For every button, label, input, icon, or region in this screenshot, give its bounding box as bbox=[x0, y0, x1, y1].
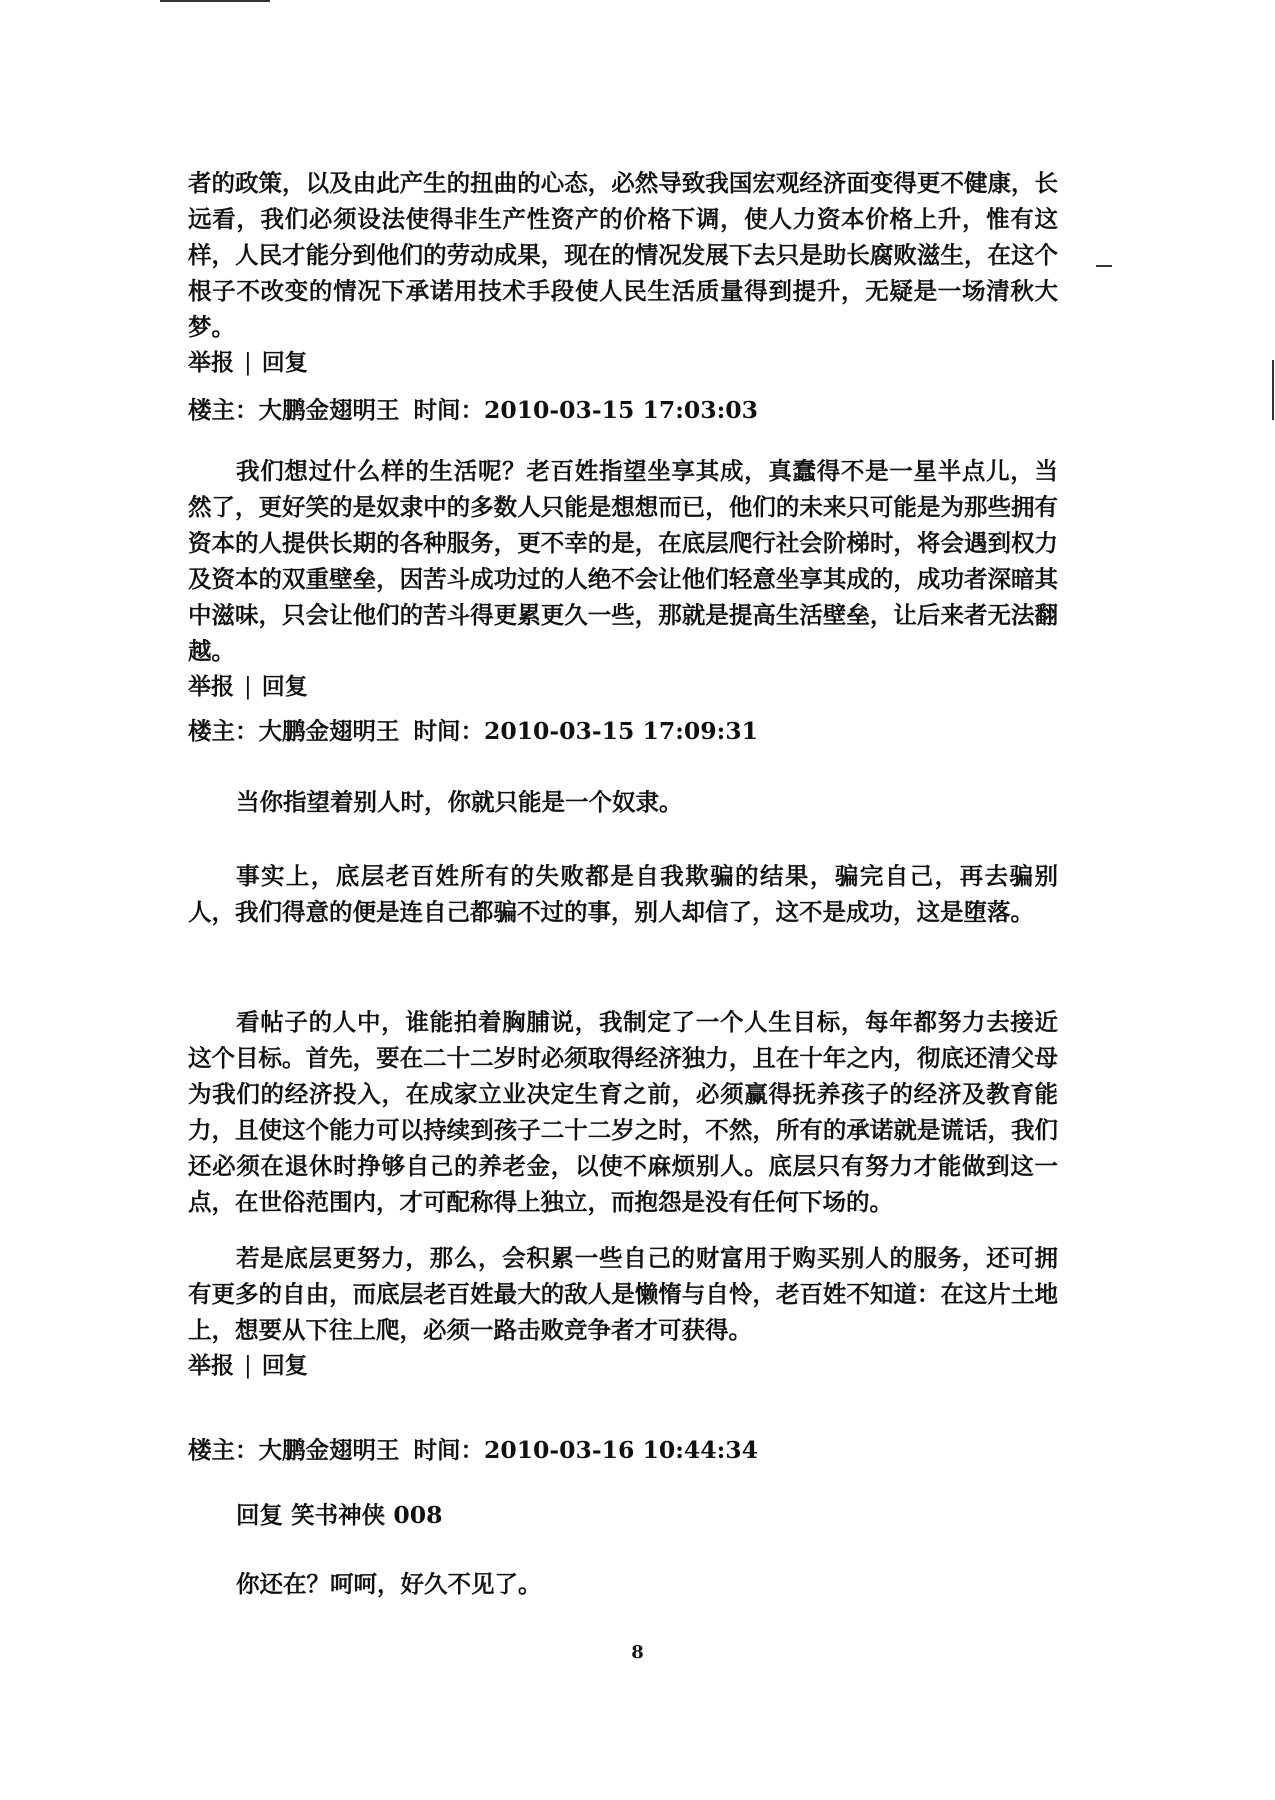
scan-mark-right bbox=[1096, 265, 1112, 267]
report-link[interactable]: 举报 bbox=[188, 673, 234, 700]
post-paragraph: 者的政策，以及由此产生的扭曲的心态，必然导致我国宏观经济面变得更不健康，长远看，我们必须设法使得非生产性资产的价格下调，使人力资本价格上升，惟有这样，人民才能分到他们的劳动成果，现在的情况发展下去只是助长腐败滋生，在这个根子不改变的情况下承诺用技术手段使人民生活质量得到提升，无疑是一场清秋大梦。 bbox=[188, 169, 1058, 341]
post-body bbox=[188, 858, 1058, 930]
report-link[interactable]: 举报 bbox=[188, 349, 234, 376]
post-paragraph: 当你指望着别人时，你就只能是一个奴隶。 bbox=[236, 788, 683, 816]
post-body bbox=[188, 1240, 1058, 1384]
action-separator: | bbox=[244, 674, 252, 700]
page-number: 8 bbox=[631, 1642, 644, 1663]
post-paragraph: 看帖子的人中，谁能拍着胸脯说，我制定了一个人生目标，每年都努力去接近这个目标。首先，要在二十二岁时必须取得经济独力，且在十年之内，彻底还清父母为我们的经济投入，在成家立业决定生育之前，必须赢得抚养孩子的经济及教育能力，且使这个能力可以持续到孩子二十二岁之时，不然，所有的承诺就是谎话，我们还必须在退休时挣够自己的养老金，以使不麻烦别人。底层只有努力才能做到这一点，在世俗范围内，才可配称得上独立，而抱怨是没有任何下场的。 bbox=[188, 1008, 1058, 1216]
post-actions bbox=[188, 345, 1058, 381]
time-label: 时间： bbox=[413, 1436, 484, 1464]
time-label: 时间： bbox=[413, 396, 484, 424]
post-paragraph: 你还在？呵呵，好久不见了。 bbox=[236, 1570, 542, 1598]
post-paragraph: 事实上，底层老百姓所有的失败都是自我欺骗的结果，骗完自己，再去骗别人，我们得意的便是连自己都骗不过的事，别人却信了，这不是成功，这是堕落。 bbox=[188, 862, 1058, 926]
post-header bbox=[188, 713, 758, 749]
post-body bbox=[188, 784, 1058, 820]
scan-mark-edge bbox=[1272, 360, 1274, 420]
post-paragraph: 我们想过什么样的生活呢？老百姓指望坐享其成，真蠢得不是一星半点儿，当然了，更好笑的是奴隶中的多数人只能是想想而已，他们的未来只可能是为那些拥有资本的人提供长期的各种服务，更不幸的是，在底层爬行社会阶梯时，将会遇到权力及资本的双重壁垒，因苦斗成功过的人绝不会让他们轻意坐享其成的，成功者深暗其中滋味，只会让他们的苦斗得更累更久一些，那就是提高生活壁垒，让后来者无法翻越。 bbox=[188, 457, 1058, 665]
reply-link[interactable]: 回复 bbox=[261, 1352, 308, 1379]
post-paragraph: 若是底层更努力，那么，会积累一些自己的财富用于购买别人的服务，还可拥有更多的自由，而底层老百姓最大的敌人是懒惰与自怜，老百姓不知道：在这片土地上，想要从下往上爬，必须一路击败竞争者才可获得。 bbox=[188, 1244, 1058, 1344]
report-link[interactable]: 举报 bbox=[188, 1352, 234, 1379]
post-body bbox=[188, 453, 1058, 705]
post-time: 2010-03-15 17:03:03 bbox=[484, 396, 758, 424]
post-header bbox=[188, 392, 758, 428]
reply-to-line: 回复 笑书神侠 008 bbox=[236, 1501, 443, 1529]
post-body bbox=[188, 1004, 1058, 1220]
author-name[interactable]: 大鹏金翅明王 bbox=[258, 1436, 400, 1464]
author-label: 楼主： bbox=[188, 396, 259, 424]
author-name[interactable]: 大鹏金翅明王 bbox=[258, 396, 400, 424]
reply-link[interactable]: 回复 bbox=[261, 673, 308, 700]
action-separator: | bbox=[244, 350, 252, 376]
post-time: 2010-03-16 10:44:34 bbox=[484, 1436, 758, 1464]
post-continuation bbox=[188, 165, 1058, 381]
post-actions bbox=[188, 669, 1058, 705]
author-name[interactable]: 大鹏金翅明王 bbox=[258, 717, 400, 745]
reply-link[interactable]: 回复 bbox=[261, 349, 308, 376]
post-time: 2010-03-15 17:09:31 bbox=[484, 717, 758, 745]
post-header bbox=[188, 1432, 758, 1468]
scan-mark-top bbox=[160, 0, 270, 2]
time-label: 时间： bbox=[413, 717, 484, 745]
post-actions bbox=[188, 1348, 1058, 1384]
author-label: 楼主： bbox=[188, 717, 259, 745]
author-label: 楼主： bbox=[188, 1436, 259, 1464]
action-separator: | bbox=[244, 1353, 252, 1379]
